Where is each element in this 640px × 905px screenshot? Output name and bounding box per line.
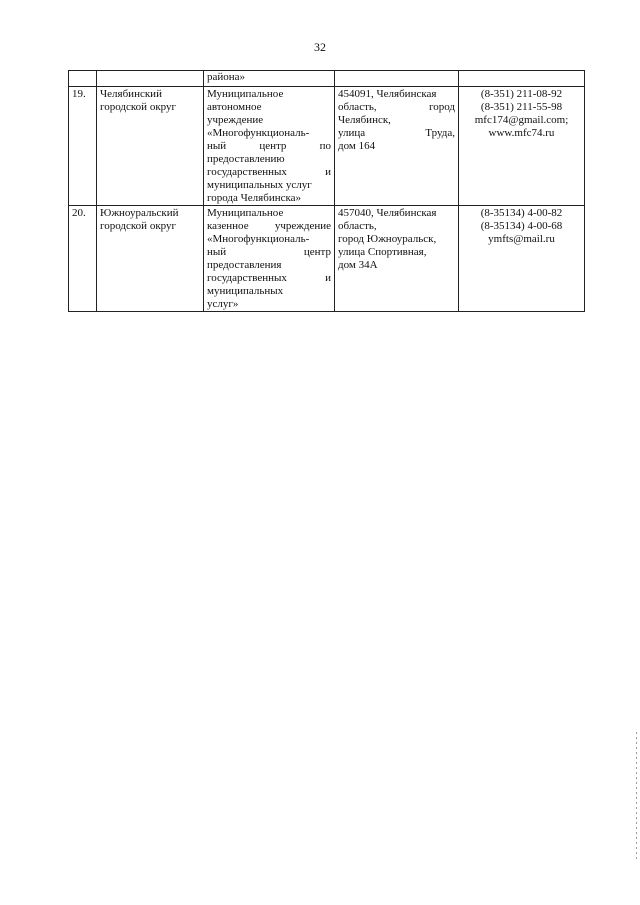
org-line: предоставлению <box>207 153 285 165</box>
address-line: улица Спортивная, <box>338 246 427 258</box>
table-row-continuation <box>69 71 585 87</box>
org-line: ный центр по <box>207 140 331 152</box>
org-line: ный центр <box>207 246 331 258</box>
org-line: государственных и <box>207 272 331 284</box>
email-address: mfc174@gmail.com; <box>474 114 569 126</box>
website-address: www.mfc74.ru <box>488 127 555 139</box>
address-line: дом 164 <box>338 140 376 152</box>
table-row <box>69 87 585 206</box>
district-line: Челябинский <box>100 88 162 100</box>
org-line: муниципальных услуг <box>207 179 312 191</box>
cell-org <box>204 71 335 87</box>
cell-district <box>97 87 204 206</box>
phone-number: (8-351) 211-55-98 <box>480 101 563 113</box>
address-line: область, <box>338 220 377 232</box>
cell-address <box>335 206 459 312</box>
org-line: «Многофункциональ- <box>207 233 310 245</box>
org-line: казенное учреждение <box>207 220 331 232</box>
cell-address <box>335 87 459 206</box>
cell-district <box>97 71 204 87</box>
org-line: района» <box>207 71 246 83</box>
row-number: 20. <box>69 206 97 312</box>
email-address: ymfts@mail.ru <box>488 233 555 245</box>
district-line: городской округ <box>100 220 177 232</box>
cell-district <box>97 206 204 312</box>
address-line: 457040, Челябинская <box>338 207 437 219</box>
district-line: Южноуральский <box>100 207 179 219</box>
org-line: города Челябинска» <box>207 192 302 204</box>
scan-edge-artifact <box>636 732 637 862</box>
mfc-registry-table <box>68 70 585 312</box>
cell-num <box>69 71 97 87</box>
row-number: 19. <box>69 87 97 206</box>
page-number: 32 <box>314 40 326 54</box>
phone-number: (8-35134) 4-00-82 <box>480 207 563 219</box>
cell-org <box>204 206 335 312</box>
org-line: автономное <box>207 101 262 113</box>
address-line: область, город <box>338 101 455 113</box>
cell-contacts <box>459 87 585 206</box>
cell-address <box>335 71 459 87</box>
cell-contacts <box>459 71 585 87</box>
address-line: Челябинск, <box>338 114 391 126</box>
district-line: городской округ <box>100 101 177 113</box>
address-line: 454091, Челябинская <box>338 88 437 100</box>
org-line: «Многофункциональ- <box>207 127 310 139</box>
org-line: учреждение <box>207 114 264 126</box>
org-line: Муниципальное <box>207 88 284 100</box>
cell-org <box>204 87 335 206</box>
table-row <box>69 206 585 312</box>
org-line: услуг» <box>207 298 239 310</box>
address-line: дом 34А <box>338 259 378 271</box>
phone-number: (8-35134) 4-00-68 <box>480 220 563 232</box>
org-line: предоставления <box>207 259 282 271</box>
cell-contacts <box>459 206 585 312</box>
org-line: государственных и <box>207 166 331 178</box>
org-line: муниципальных <box>207 285 284 297</box>
address-line: улица Труда, <box>338 127 455 139</box>
phone-number: (8-351) 211-08-92 <box>480 88 563 100</box>
org-line: Муниципальное <box>207 207 284 219</box>
address-line: город Южноуральск, <box>338 233 437 245</box>
